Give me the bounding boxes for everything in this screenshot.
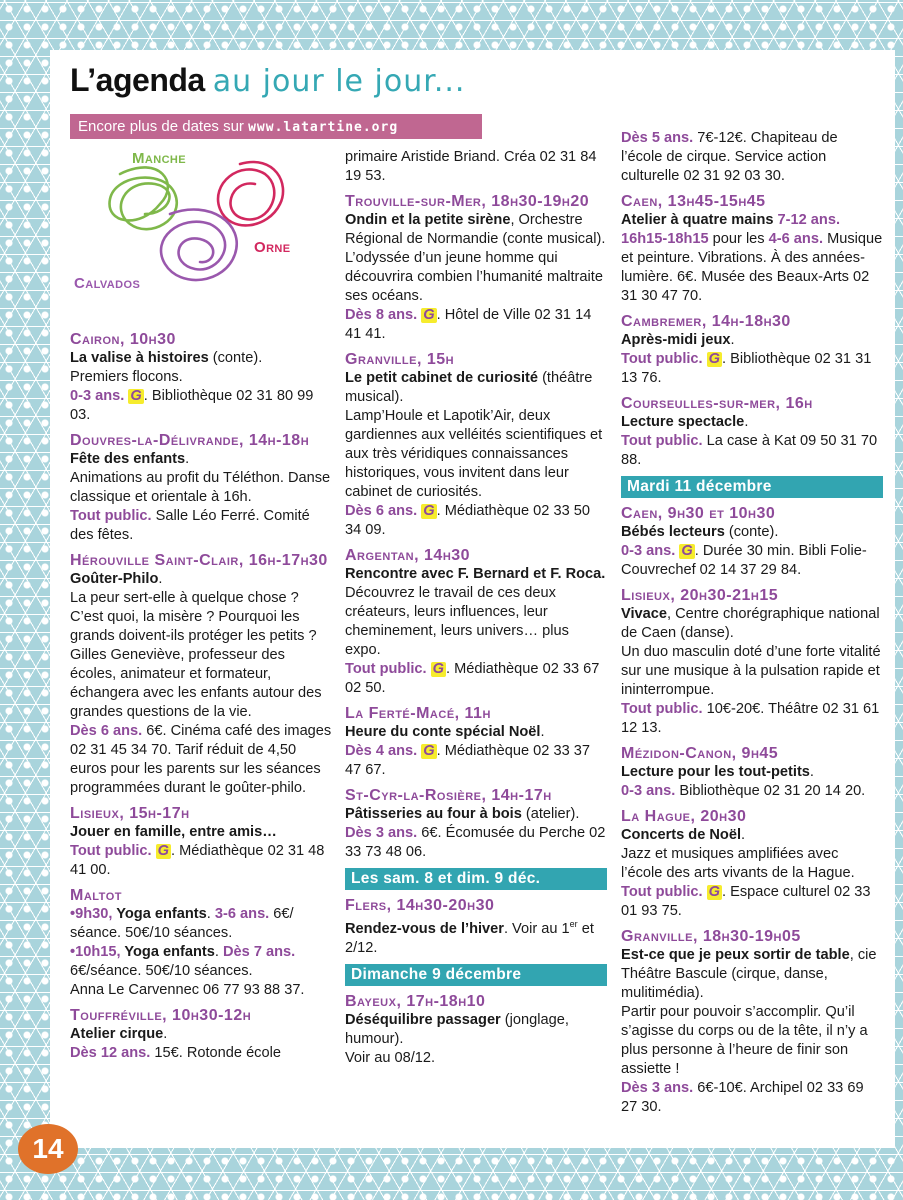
event-city: Caen, 9h30 et 10h30 — [621, 505, 776, 522]
event-age: Dès 12 ans. — [70, 1045, 151, 1061]
event-entry — [345, 915, 607, 958]
event-age: Dès 6 ans. — [70, 723, 143, 739]
event-info: Bibliothèque 02 31 20 14 20. — [675, 783, 866, 799]
event-age: 4-6 ans. — [768, 231, 824, 247]
event-age: Tout public. — [70, 843, 152, 859]
page-title — [70, 62, 465, 99]
event-info: La case à Kat 09 50 31 70 88. — [621, 433, 878, 468]
event-title: Le petit cabinet de curiosité — [345, 370, 539, 386]
event-rest: (conte). — [724, 524, 779, 540]
event-age: Dès 6 ans. — [345, 503, 418, 519]
event-city: Flers, 14h30-20h30 — [345, 897, 495, 914]
event-title: Après-midi jeux — [621, 332, 731, 348]
website-banner[interactable] — [70, 114, 482, 139]
event-title: Ondin et la petite sirène — [345, 212, 511, 228]
event-info: . Espace culturel 02 33 01 93 75. — [621, 884, 871, 919]
free-badge: G — [423, 503, 435, 519]
event-desc: L’odyssée d’un jeune homme qui découvrira combien l’humanité maltraite ses océans. — [345, 250, 603, 304]
event-city: Courseulles-sur-mer, 16h — [621, 395, 813, 412]
event-age: Tout public. — [70, 508, 152, 524]
event-rest: (atelier). — [521, 806, 580, 822]
event-city: La Hague, 20h30 — [621, 808, 747, 825]
event-rest: et 2/12. — [345, 920, 594, 956]
event-entry — [70, 450, 332, 545]
event-rest: , Centre chorégraphique national de Caen (danse). — [621, 606, 880, 641]
page-number-badge: 14 — [18, 1124, 78, 1174]
event-rest: pour les — [708, 231, 769, 247]
day-header: Dimanche 9 décembre — [345, 964, 607, 986]
event-age: Tout public. — [621, 351, 703, 367]
event-age: Dès 3 ans. — [345, 825, 418, 841]
event-info: . Médiathèque 02 33 50 34 09. — [345, 503, 590, 538]
event-entry — [70, 823, 332, 880]
event-entry — [621, 605, 883, 738]
event-age: Dès 3 ans. — [621, 1080, 694, 1096]
event-entry — [621, 211, 883, 306]
event-info: 6€/séance. 50€/10 séances. — [70, 963, 253, 979]
event-entry — [345, 565, 607, 698]
event-title: Bébés lecteurs — [621, 524, 725, 540]
event-desc: Musique et peinture. Vibrations. À des années-lumière. 6€. Musée des Beaux-Arts 02 31 30 47 70. — [621, 231, 883, 304]
event-age: 0-3 ans. — [621, 783, 676, 799]
event-title: Atelier cirque — [70, 1026, 164, 1042]
event-info: 15€. Rotonde école — [150, 1045, 281, 1061]
manche-label: Manche — [132, 150, 187, 167]
event-title: Pâtisseries au four à bois — [345, 806, 522, 822]
event-rest: . — [809, 764, 814, 780]
event-desc: Découvrez le travail de ces deux créateurs, leurs influences, leur cheminement, leurs univers… plus expo. — [345, 585, 569, 658]
event-desc: Animations au profit du Téléthon. Danse classique et orientale à 16h. — [70, 470, 331, 505]
event-info: 6€. Cinéma café des images 02 31 45 34 70. Tarif réduit de 4,50 euros pour les parents sur les séances programmées durant le goûter-philo. — [70, 723, 332, 796]
event-desc: Partir pour pouvoir s’accomplir. Qu’il s’agisse du corps ou de la tête, il n’y a plus personne à l’heure de finir son assiette ! — [621, 1004, 868, 1077]
event-rest: . — [185, 451, 190, 467]
free-badge: G — [708, 884, 721, 900]
region-map — [70, 144, 320, 304]
free-badge: G — [423, 743, 435, 759]
event-info: . Bibliothèque 02 31 80 99 03. — [70, 388, 314, 423]
title-main: L’agenda — [70, 62, 205, 98]
event-info: . Durée 30 min. Bibli Folie-Couvrechef 02 14 37 29 84. — [621, 543, 867, 578]
event-age: 3-6 ans. — [214, 906, 270, 922]
event-entry — [70, 349, 332, 425]
event-age: Tout public. — [621, 701, 703, 717]
event-title: Fête des enfants — [70, 451, 186, 467]
free-badge: G — [681, 543, 693, 559]
event-rest: , Orchestre Régional de Normandie (conte musical). — [345, 212, 606, 247]
event-info: 6€-10€. Archipel 02 33 69 27 30. — [621, 1080, 864, 1115]
event-city: Cairon, 10h30 — [70, 331, 176, 348]
event-rest: . — [730, 332, 735, 348]
event-entry: •9h30, Yoga enfants. 3-6 ans. 6€/ séance. 50€/10 séances. •10h15, Yoga enfants. Dès 7 ans. 6€/séance. 50€/10 séances. Anna Le Carvennec 06 77 93 88 37. — [70, 906, 305, 998]
event-city: Argentan, 14h30 — [345, 547, 471, 564]
event-rest: (jonglage, humour). — [345, 1011, 569, 1047]
event-entry — [621, 413, 883, 470]
free-badge: G — [708, 351, 721, 367]
event-info: . Médiathèque 02 33 67 02 50. — [345, 661, 600, 696]
title-subtitle: au jour le jour... — [212, 64, 466, 99]
event-age: Dès 5 ans. — [621, 130, 694, 146]
event-rest: , cie Théâtre Bascule (cirque, danse, mulitimédia). — [621, 947, 877, 1001]
event-city: Cambremer, 14h-18h30 — [621, 313, 791, 330]
event-entry — [621, 763, 883, 801]
event-time: •9h30, — [70, 906, 113, 922]
event-entry — [345, 369, 607, 540]
day-header: Les sam. 8 et dim. 9 déc. — [345, 868, 607, 890]
event-city: Douvres-la-Délivrande, 14h-18h — [70, 432, 310, 449]
event-city: Trouville-sur-Mer, 18h30-19h20 — [345, 193, 590, 210]
event-city: Mézidon-Canon, 9h45 — [621, 745, 779, 762]
event-desc: Voir au 08/12. — [345, 1049, 436, 1066]
event-desc: Jazz et musiques amplifiées avec l’école des arts vivants de la Hague. — [621, 846, 855, 881]
event-age: 7-12 ans. — [773, 212, 841, 228]
event-desc: Premiers flocons. — [70, 369, 183, 385]
continued-text: primaire Aristide Briand. Créa 02 31 84 19 53. — [345, 149, 597, 184]
event-city: Touffréville, 10h30-12h — [70, 1007, 252, 1024]
event-age: Dès 7 ans. — [223, 944, 296, 960]
orne-label: Orne — [254, 239, 291, 256]
event-rest: . — [158, 571, 163, 587]
event-entry — [345, 211, 607, 344]
event-rest: . — [744, 414, 749, 430]
event-rest: (conte). — [208, 350, 263, 366]
event-title: Goûter-Philo — [70, 571, 159, 587]
event-entry — [345, 723, 607, 780]
event-desc: Un duo masculin doté d’une forte vitalité sur une musique à la pulsation rapide et ininterrompue. — [621, 644, 881, 698]
event-title: Yoga enfants — [120, 944, 215, 960]
event-info: . Hôtel de Ville 02 31 14 41 41. — [345, 307, 592, 342]
event-title: Concerts de Noël — [621, 827, 742, 843]
event-title: Yoga enfants — [112, 906, 207, 922]
event-city: Caen, 13h45-15h45 — [621, 193, 766, 210]
event-info: 10€-20€. Théâtre 02 31 61 12 13. — [621, 701, 880, 736]
event-title: Lecture spectacle — [621, 414, 745, 430]
event-entry — [621, 331, 883, 388]
event-city: Granville, 18h30-19h05 — [621, 928, 801, 945]
event-entry — [345, 1011, 607, 1068]
event-info: 7€-12€. Chapiteau de l’école de cirque. Service action culturelle 02 31 92 03 30. — [621, 130, 838, 184]
agenda-column-1 — [70, 330, 332, 1063]
event-rest: . — [163, 1026, 168, 1042]
event-desc: Lamp’Houle et Lapotik’Air, deux gardiennes aux velléités scientifiques et aux très véridiques connaissances historiques, vous invitent dans leur cabinet de curiosités. — [345, 408, 603, 500]
event-info: . Bibliothèque 02 31 31 13 76. — [621, 351, 872, 386]
event-title: Rendez-vous de l’hiver — [345, 920, 504, 937]
event-city: Maltot — [70, 887, 122, 904]
event-city: Hérouville Saint-Clair, 16h-17h30 — [70, 552, 328, 569]
event-rest: (théâtre musical). — [345, 370, 593, 405]
event-title: Rencontre avec F. Bernard et F. Roca. — [345, 566, 606, 582]
manche-scribble — [110, 167, 177, 229]
event-time: •10h15, — [70, 944, 121, 960]
event-entry — [621, 946, 883, 1117]
event-desc: La peur sert-elle à quelque chose ? C’est quoi, la misère ? Pourquoi les grands doivent-ils protéger les petits ? Gilles Geneviève, professeur des écoles, animateur et formateur, échangera avec les enfants autour des grandes questions de la vie. — [70, 590, 322, 720]
event-age: Dès 4 ans. — [345, 743, 418, 759]
event-entry — [621, 826, 883, 921]
banner-url-link[interactable]: www.latartine.org — [248, 120, 399, 135]
event-rest: . — [540, 724, 545, 740]
event-entry — [70, 570, 332, 798]
event-info: 6€. Écomusée du Perche 02 33 73 48 06. — [345, 825, 606, 860]
event-sup: er — [569, 919, 578, 929]
event-title: Atelier à quatre mains — [621, 212, 774, 228]
calvados-label: Calvados — [74, 275, 141, 292]
event-title: Heure du conte spécial Noël — [345, 724, 541, 740]
event-city: St-Cyr-la-Rosière, 14h-17h — [345, 787, 552, 804]
orne-scribble — [218, 162, 283, 225]
event-title: Déséquilibre passager — [345, 1011, 501, 1028]
event-entry — [621, 523, 883, 580]
event-age: 0-3 ans. — [70, 388, 125, 404]
day-header: Mardi 11 décembre — [621, 476, 883, 498]
banner-text: Encore plus de dates sur — [78, 118, 244, 135]
event-rest: . Voir au 1 — [503, 920, 570, 937]
event-age: Tout public. — [345, 661, 427, 677]
event-entry — [70, 1025, 332, 1063]
event-city: Granville, 15h — [345, 351, 455, 368]
event-info: 6€/ séance. 50€/10 séances. — [70, 906, 294, 941]
calvados-scribble — [161, 210, 237, 280]
event-info: . Médiathèque 02 33 37 47 67. — [345, 743, 590, 778]
free-badge: G — [157, 843, 170, 859]
event-entry — [345, 805, 607, 862]
event-age: Tout public. — [621, 433, 703, 449]
event-city: Bayeux, 17h-18h10 — [345, 992, 486, 1010]
event-title: Jouer en famille, entre amis… — [70, 824, 277, 840]
free-badge: G — [423, 307, 435, 323]
event-title: La valise à histoires — [70, 350, 209, 366]
event-title: Lecture pour les tout-petits — [621, 764, 810, 780]
free-badge: G — [432, 661, 445, 677]
event-info: Salle Léo Ferré. Comité des fêtes. — [70, 508, 310, 543]
event-time: 16h15-18h15 — [621, 231, 709, 247]
event-age: 0-3 ans. — [621, 543, 676, 559]
event-title: Est-ce que je peux sortir de table — [621, 947, 850, 963]
event-age: Dès 8 ans. — [345, 307, 418, 323]
event-title: Vivace — [621, 606, 667, 622]
continued-text — [621, 129, 883, 186]
event-rest: . — [741, 827, 746, 843]
event-contact: Anna Le Carvennec 06 77 93 88 37. — [70, 982, 305, 998]
agenda-column-2 — [345, 148, 607, 1068]
event-info: . Médiathèque 02 31 48 41 00. — [70, 843, 325, 878]
free-badge: G — [130, 388, 142, 404]
event-city: Lisieux, 15h-17h — [70, 805, 190, 822]
event-city: La Ferté-Macé, 11h — [345, 705, 491, 722]
event-age: Tout public. — [621, 884, 703, 900]
agenda-column-3 — [621, 129, 883, 1117]
event-city: Lisieux, 20h30-21h15 — [621, 587, 779, 604]
